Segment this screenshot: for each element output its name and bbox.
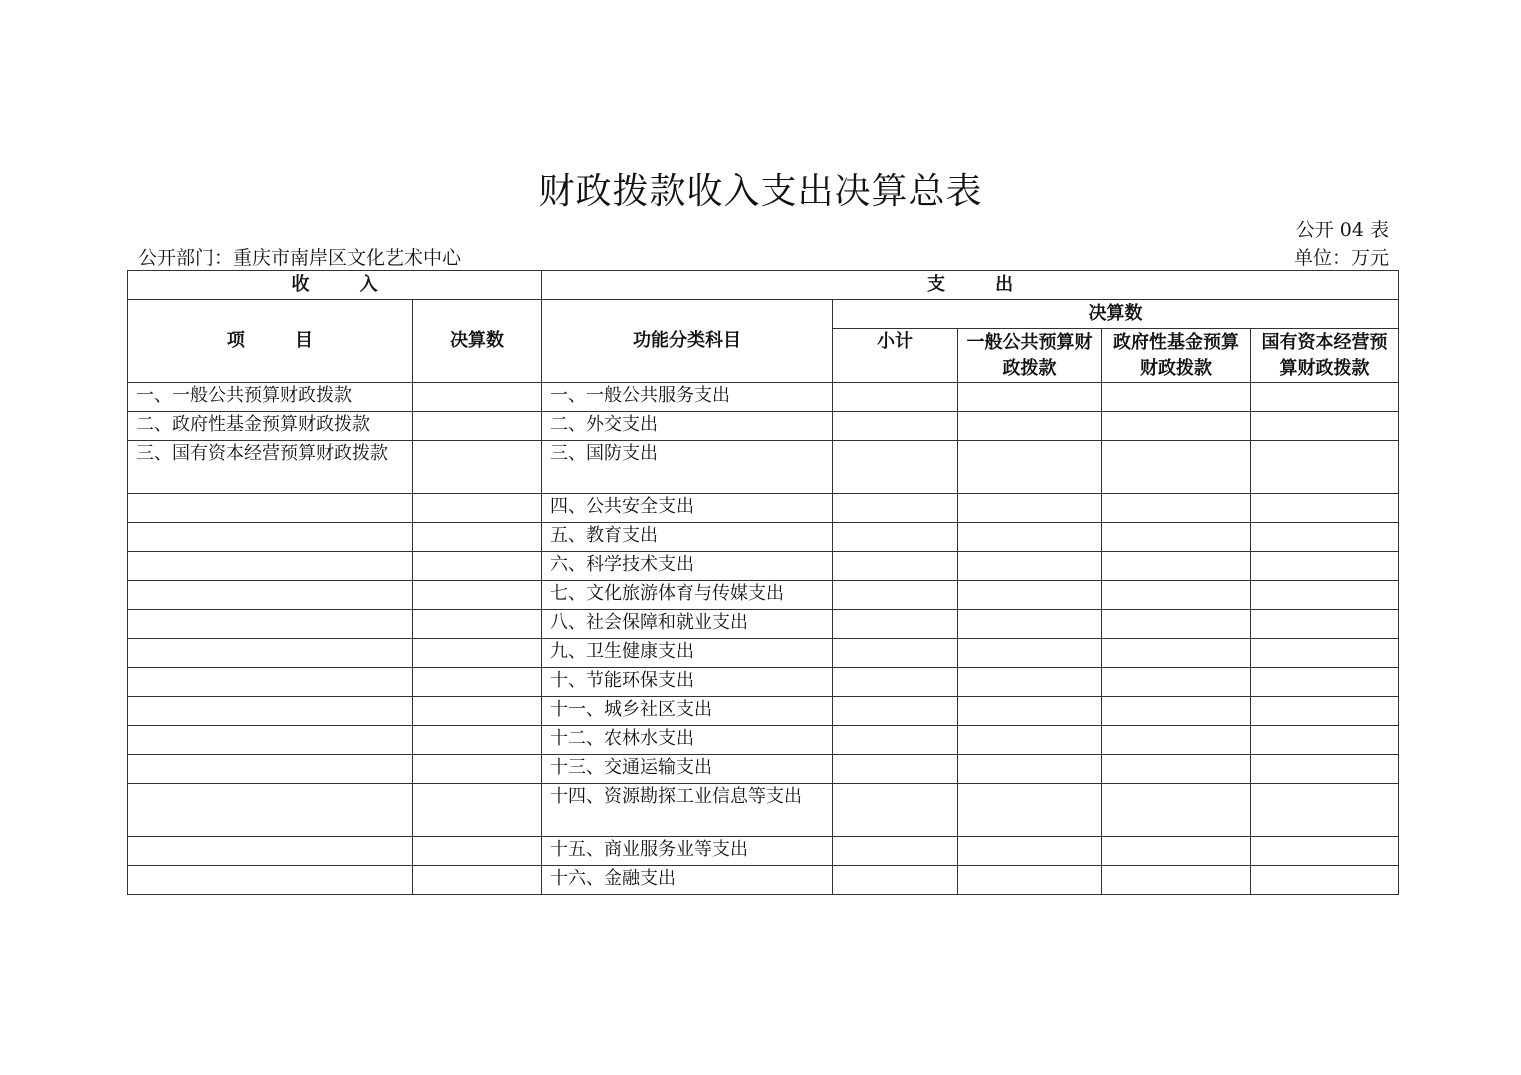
general-budget-cell	[958, 383, 1102, 412]
subtotal-cell	[833, 866, 958, 895]
general-budget-cell	[958, 784, 1102, 837]
state-capital-column-header: 国有资本经营预算财政拨款	[1251, 329, 1399, 383]
subtotal-cell	[833, 523, 958, 552]
table-row	[128, 610, 1399, 639]
income-amount-cell	[413, 523, 542, 552]
table-row	[128, 383, 1399, 412]
income-item-cell	[128, 581, 413, 610]
state-capital-cell	[1251, 610, 1399, 639]
state-capital-cell	[1251, 494, 1399, 523]
state-capital-cell	[1251, 784, 1399, 837]
income-amount-cell	[413, 697, 542, 726]
fund-budget-cell	[1102, 523, 1251, 552]
income-amount-cell	[413, 784, 542, 837]
fund-budget-cell	[1102, 610, 1251, 639]
expense-item-cell: 十四、资源勘探工业信息等支出	[542, 784, 833, 837]
fund-budget-cell	[1102, 837, 1251, 866]
income-item-cell: 三、国有资本经营预算财政拨款	[128, 441, 413, 494]
state-capital-cell	[1251, 412, 1399, 441]
income-amount-cell	[413, 610, 542, 639]
final-amount-group-header: 决算数	[833, 300, 1399, 329]
income-item-cell	[128, 639, 413, 668]
income-item-cell	[128, 837, 413, 866]
general-budget-cell	[958, 837, 1102, 866]
fund-budget-cell	[1102, 755, 1251, 784]
expense-item-cell: 十、节能环保支出	[542, 668, 833, 697]
income-amount-cell	[413, 552, 542, 581]
table-row	[128, 441, 1399, 494]
expense-item-cell: 七、文化旅游体育与传媒支出	[542, 581, 833, 610]
income-amount-cell	[413, 837, 542, 866]
income-amount-cell	[413, 755, 542, 784]
function-category-column-header: 功能分类科目	[542, 300, 833, 383]
general-budget-cell	[958, 726, 1102, 755]
form-number: 公开 04 表	[1295, 219, 1389, 241]
subtotal-cell	[833, 494, 958, 523]
table-row	[128, 726, 1399, 755]
subtotal-cell	[833, 784, 958, 837]
general-budget-cell	[958, 866, 1102, 895]
income-item-cell	[128, 697, 413, 726]
fund-budget-cell	[1102, 726, 1251, 755]
state-capital-cell	[1251, 866, 1399, 895]
department-label: 公开部门：重庆市南岸区文化艺术中心	[138, 247, 462, 269]
subtotal-cell	[833, 668, 958, 697]
fund-budget-cell	[1102, 552, 1251, 581]
expense-item-cell: 十三、交通运输支出	[542, 755, 833, 784]
expense-item-cell: 三、国防支出	[542, 441, 833, 494]
table-row	[128, 668, 1399, 697]
subtotal-cell	[833, 639, 958, 668]
income-item-cell	[128, 552, 413, 581]
income-amount-cell	[413, 441, 542, 494]
table-row	[128, 581, 1399, 610]
income-item-cell	[128, 494, 413, 523]
income-amount-cell	[413, 412, 542, 441]
expense-header: 支 出	[542, 271, 1399, 300]
general-budget-cell	[958, 412, 1102, 441]
subtotal-cell	[833, 552, 958, 581]
income-item-cell	[128, 866, 413, 895]
fund-budget-cell	[1102, 639, 1251, 668]
income-amount-column-header: 决算数	[413, 300, 542, 383]
state-capital-cell	[1251, 639, 1399, 668]
table-row	[128, 837, 1399, 866]
state-capital-cell	[1251, 668, 1399, 697]
state-capital-cell	[1251, 441, 1399, 494]
fund-budget-cell	[1102, 784, 1251, 837]
general-budget-cell	[958, 523, 1102, 552]
general-budget-cell	[958, 639, 1102, 668]
general-budget-cell	[958, 668, 1102, 697]
expense-item-cell: 十六、金融支出	[542, 866, 833, 895]
fund-budget-column-header: 政府性基金预算财政拨款	[1102, 329, 1251, 383]
table-row	[128, 755, 1399, 784]
state-capital-cell	[1251, 383, 1399, 412]
budget-table	[127, 270, 1399, 895]
income-item-cell	[128, 668, 413, 697]
state-capital-cell	[1251, 837, 1399, 866]
fund-budget-cell	[1102, 668, 1251, 697]
general-budget-cell	[958, 755, 1102, 784]
income-item-cell: 二、政府性基金预算财政拨款	[128, 412, 413, 441]
expense-item-cell: 九、卫生健康支出	[542, 639, 833, 668]
table-row	[128, 494, 1399, 523]
item-column-header: 项 目	[128, 300, 413, 383]
income-amount-cell	[413, 383, 542, 412]
state-capital-cell	[1251, 523, 1399, 552]
page-title: 财政拨款收入支出决算总表	[538, 171, 983, 212]
subtotal-column-header: 小计	[833, 329, 958, 383]
general-budget-cell	[958, 610, 1102, 639]
subtotal-cell	[833, 755, 958, 784]
income-amount-cell	[413, 668, 542, 697]
subtotal-cell	[833, 383, 958, 412]
income-amount-cell	[413, 581, 542, 610]
income-item-cell	[128, 610, 413, 639]
state-capital-cell	[1251, 697, 1399, 726]
table-row	[128, 697, 1399, 726]
fund-budget-cell	[1102, 383, 1251, 412]
state-capital-cell	[1251, 581, 1399, 610]
state-capital-cell	[1251, 726, 1399, 755]
table-row	[128, 412, 1399, 441]
expense-item-cell: 二、外交支出	[542, 412, 833, 441]
expense-item-cell: 一、一般公共服务支出	[542, 383, 833, 412]
income-amount-cell	[413, 866, 542, 895]
fund-budget-cell	[1102, 581, 1251, 610]
fund-budget-cell	[1102, 697, 1251, 726]
table-row	[128, 552, 1399, 581]
general-budget-cell	[958, 441, 1102, 494]
expense-item-cell: 十一、城乡社区支出	[542, 697, 833, 726]
income-amount-cell	[413, 726, 542, 755]
table-row	[128, 639, 1399, 668]
general-budget-cell	[958, 697, 1102, 726]
expense-item-cell: 四、公共安全支出	[542, 494, 833, 523]
subtotal-cell	[833, 581, 958, 610]
expense-item-cell: 八、社会保障和就业支出	[542, 610, 833, 639]
state-capital-cell	[1251, 552, 1399, 581]
income-item-cell	[128, 523, 413, 552]
fund-budget-cell	[1102, 441, 1251, 494]
income-item-cell	[128, 726, 413, 755]
income-item-cell: 一、一般公共预算财政拨款	[128, 383, 413, 412]
expense-item-cell: 十五、商业服务业等支出	[542, 837, 833, 866]
subtotal-cell	[833, 837, 958, 866]
income-header: 收 入	[128, 271, 542, 300]
expense-item-cell: 五、教育支出	[542, 523, 833, 552]
income-item-cell	[128, 755, 413, 784]
table-row	[128, 523, 1399, 552]
subtotal-cell	[833, 441, 958, 494]
table-row	[128, 784, 1399, 837]
income-item-cell	[128, 784, 413, 837]
fund-budget-cell	[1102, 412, 1251, 441]
subtotal-cell	[833, 610, 958, 639]
general-budget-cell	[958, 494, 1102, 523]
unit-label: 单位：万元	[1293, 247, 1389, 269]
table-row	[128, 866, 1399, 895]
subtotal-cell	[833, 726, 958, 755]
general-budget-cell	[958, 581, 1102, 610]
general-budget-cell	[958, 552, 1102, 581]
expense-item-cell: 六、科学技术支出	[542, 552, 833, 581]
income-amount-cell	[413, 494, 542, 523]
expense-item-cell: 十二、农林水支出	[542, 726, 833, 755]
subtotal-cell	[833, 412, 958, 441]
income-amount-cell	[413, 639, 542, 668]
fund-budget-cell	[1102, 866, 1251, 895]
subtotal-cell	[833, 697, 958, 726]
fund-budget-cell	[1102, 494, 1251, 523]
general-budget-column-header: 一般公共预算财政拨款	[958, 329, 1102, 383]
state-capital-cell	[1251, 755, 1399, 784]
